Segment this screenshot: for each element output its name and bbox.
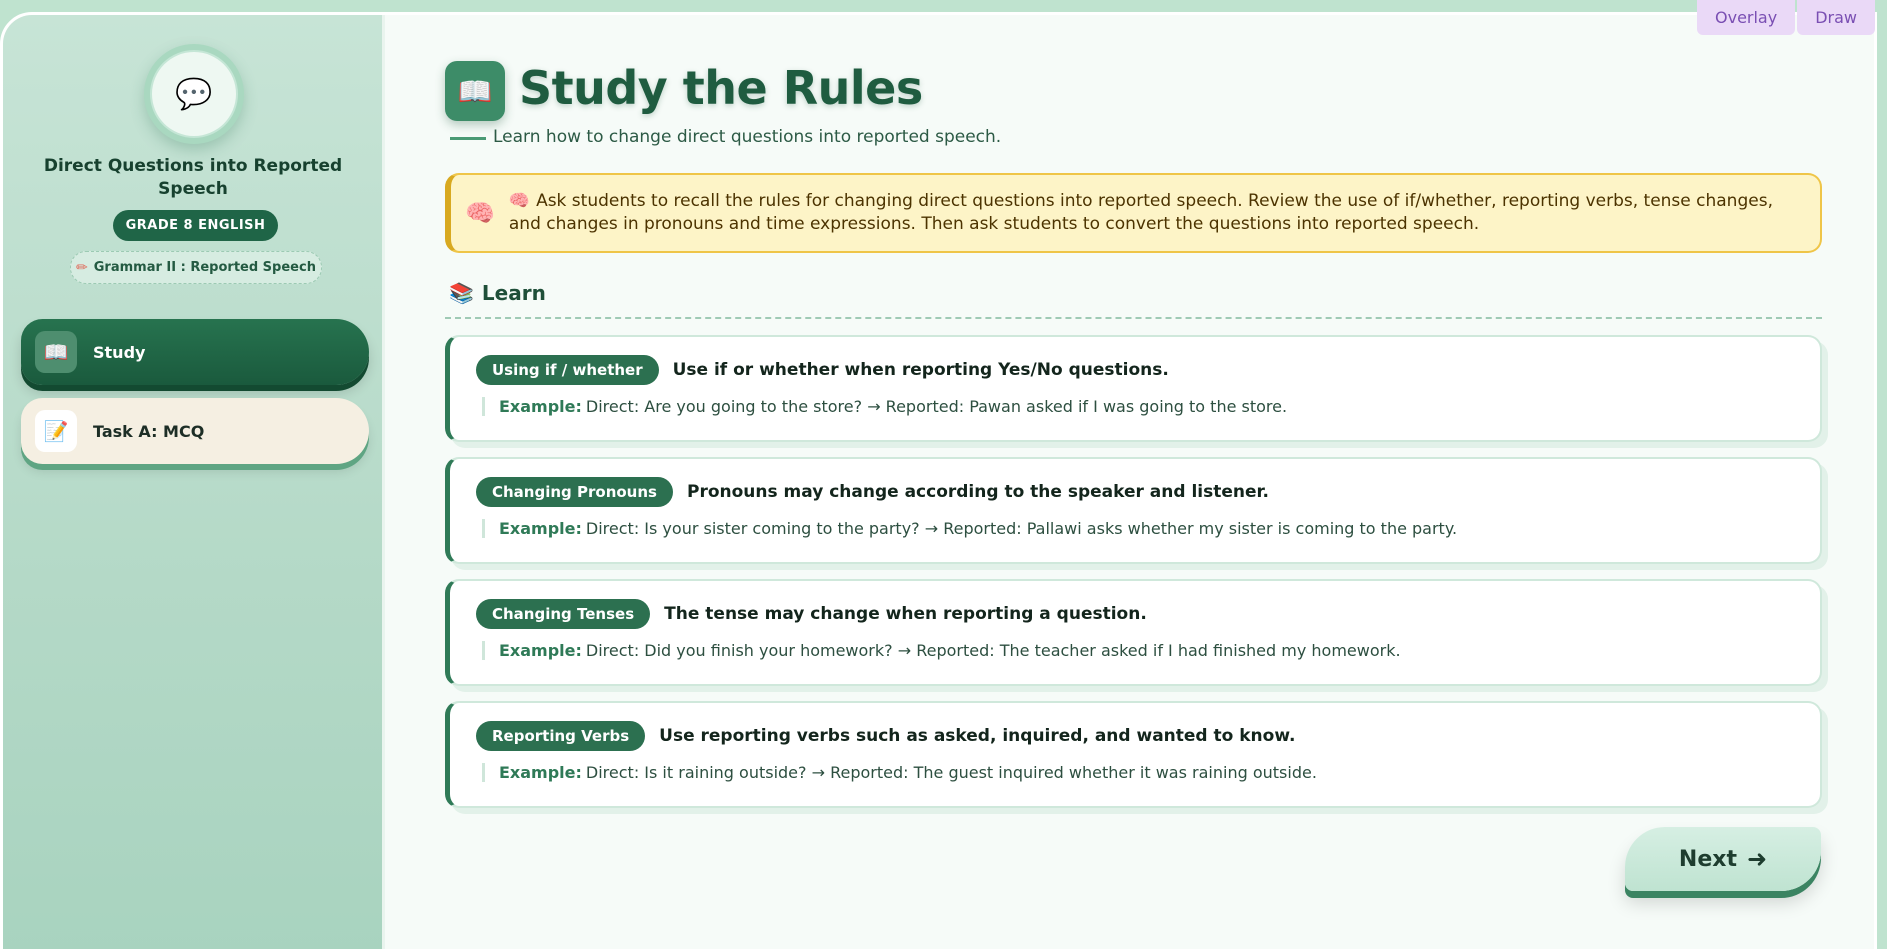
books-icon: 📚 xyxy=(449,281,474,305)
example-text: Direct: Is your sister coming to the party? → Reported: Pallawi asks whether my sister is coming to the party. xyxy=(585,519,1458,538)
topic-chip xyxy=(70,251,322,284)
rule-tag: Changing Tenses xyxy=(476,599,650,629)
grade-badge: GRADE 8 ENGLISH xyxy=(113,210,278,241)
rule-card-if-whether xyxy=(445,335,1822,442)
page-title: Study the Rules xyxy=(519,61,923,115)
learn-heading-label: Learn xyxy=(481,281,546,305)
subtitle-divider xyxy=(450,137,486,140)
main-content xyxy=(385,15,1874,949)
brain-icon: 🧠 xyxy=(508,191,531,211)
learn-heading xyxy=(449,281,546,305)
open-book-icon: 📖 xyxy=(35,331,77,373)
draw-button[interactable]: Draw xyxy=(1797,0,1875,35)
rule-text: Pronouns may change according to the speaker and listener. xyxy=(686,482,1269,502)
teacher-note xyxy=(445,173,1822,253)
rule-tag: Reporting Verbs xyxy=(476,721,645,751)
next-button[interactable] xyxy=(1625,827,1821,891)
example-text: Direct: Is it raining outside? → Reported: The guest inquired whether it was raining outside. xyxy=(585,763,1317,782)
rule-example xyxy=(482,641,1401,660)
next-button-label: Next xyxy=(1678,846,1737,872)
page-subtitle: Learn how to change direct questions into reported speech. xyxy=(493,127,1002,147)
rule-example xyxy=(482,519,1457,538)
avatar xyxy=(144,44,244,144)
teacher-note-text xyxy=(509,190,1796,236)
learn-divider xyxy=(445,317,1822,319)
example-label: Example: xyxy=(499,641,582,660)
sidebar-item-task-a[interactable] xyxy=(21,398,369,464)
example-text: Direct: Did you finish your homework? → Reported: The teacher asked if I had finished my homework. xyxy=(585,641,1401,660)
sidebar-item-label: Task A: MCQ xyxy=(93,421,205,441)
rule-tag: Using if / whether xyxy=(476,355,659,385)
topic-label: Grammar II : Reported Speech xyxy=(93,260,316,275)
example-label: Example: xyxy=(499,397,582,416)
rule-text: Use if or whether when reporting Yes/No questions. xyxy=(672,360,1169,380)
sidebar xyxy=(3,15,385,949)
example-text: Direct: Are you going to the store? → Reported: Pawan asked if I was going to the store. xyxy=(585,397,1288,416)
rule-tag: Changing Pronouns xyxy=(476,477,673,507)
rule-example xyxy=(482,397,1287,416)
rule-card-tenses xyxy=(445,579,1822,686)
rule-card-reporting-verbs xyxy=(445,701,1822,808)
app-frame xyxy=(0,12,1877,949)
rule-text: Use reporting verbs such as asked, inquired, and wanted to know. xyxy=(659,726,1296,746)
rule-text: The tense may change when reporting a question. xyxy=(664,604,1147,624)
sidebar-item-study[interactable] xyxy=(21,319,369,385)
rule-example xyxy=(482,763,1317,782)
sidebar-item-label: Study xyxy=(93,342,146,362)
rule-card-pronouns xyxy=(445,457,1822,564)
pencil-icon: ✏ xyxy=(76,259,88,276)
example-label: Example: xyxy=(499,763,582,782)
arrow-right-icon: ➜ xyxy=(1746,845,1768,873)
teacher-note-body: Ask students to recall the rules for changing direct questions into reported speech. Review the use of if/whether, reporting verbs, tense changes, and changes in pronouns and time expressions. Then ask students to convert the questions into reported speech. xyxy=(508,191,1773,234)
memo-icon: 📝 xyxy=(35,410,77,452)
book-icon: 📖 xyxy=(445,61,505,121)
speech-bubble-icon: 💬 xyxy=(152,52,236,136)
top-toolbar xyxy=(1697,0,1875,35)
example-label: Example: xyxy=(499,519,582,538)
overlay-button[interactable]: Overlay xyxy=(1697,0,1795,35)
brain-icon: 🧠 xyxy=(465,199,495,227)
lesson-title: Direct Questions into Reported Speech xyxy=(43,156,343,199)
